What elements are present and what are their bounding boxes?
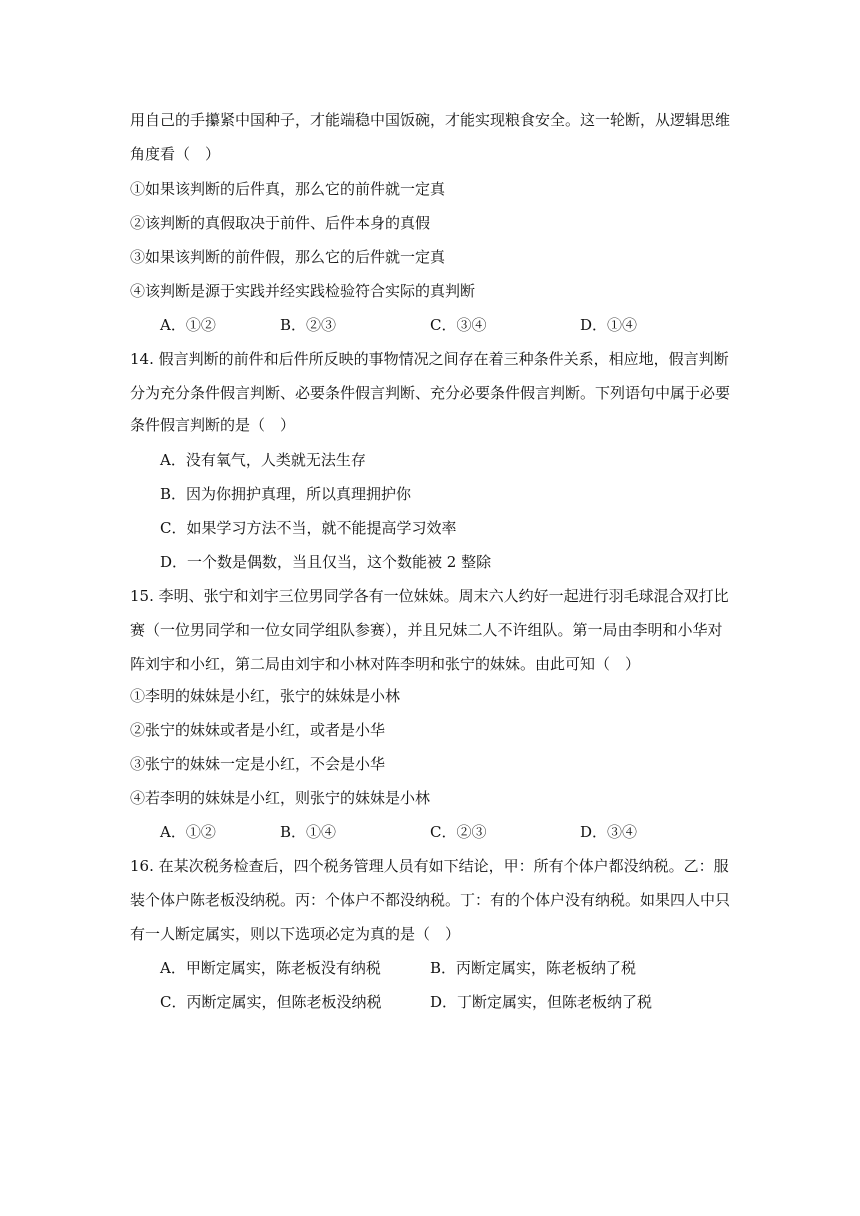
q16-option-a: A．甲断定属实，陈老板没有纳税 <box>160 959 381 977</box>
q15-stem-line-2: 赛（一位男同学和一位女同学组队参赛），并且兄妹二人不许组队。第一局由李明和小华对 <box>130 621 723 639</box>
q14-stem-line-3: 条件假言判断的是（ ） <box>130 416 296 434</box>
q14-stem-line-2: 分为充分条件假言判断、必要条件假言判断、充分必要条件假言判断。下列语句中属于必要 <box>130 384 731 402</box>
q13-statement-3: ③如果该判断的前件假，那么它的后件就一定真 <box>130 248 446 266</box>
q15-option-b: B．①④ <box>280 823 337 841</box>
q14-option-d: D．一个数是偶数，当且仅当，这个数能被 2 整除 <box>160 553 492 571</box>
q14-option-b: B．因为你拥护真理，所以真理拥护你 <box>160 485 412 503</box>
q13-statement-4: ④该判断是源于实践并经实践检验符合实际的真判断 <box>130 282 476 300</box>
q14-option-c: C．如果学习方法不当，就不能提高学习效率 <box>160 519 457 537</box>
q15-stem-line-1: 15. 李明、张宁和刘宇三位男同学各有一位妹妹。周末六人约好一起进行羽毛球混合双打比 <box>130 587 729 605</box>
q13-option-c: C．③④ <box>430 316 487 334</box>
q13-stem-line-1: 用自己的手攥紧中国种子，才能端稳中国饭碗，才能实现粮食安全。这一轮断，从逻辑思维 <box>130 111 731 129</box>
q15-statement-2: ②张宁的妹妹或者是小红，或者是小华 <box>130 721 386 739</box>
q16-stem-line-2: 装个体户陈老板没纳税。丙：个体户不都没纳税。丁：有的个体户没有纳税。如果四人中只 <box>130 891 731 909</box>
q13-statement-2: ②该判断的真假取决于前件、后件本身的真假 <box>130 214 431 232</box>
q16-option-b: B．丙断定属实，陈老板纳了税 <box>430 959 637 977</box>
q13-stem-line-2: 角度看（ ） <box>130 145 221 163</box>
q15-statement-4: ④若李明的妹妹是小红，则张宁的妹妹是小林 <box>130 789 431 807</box>
q15-stem-line-3: 阵刘宇和小红，第二局由刘宇和小林对阵李明和张宁的妹妹。由此可知（ ） <box>130 655 641 673</box>
q16-stem-line-3: 有一人断定属实，则以下选项必定为真的是（ ） <box>130 925 461 943</box>
q14-option-a: A．没有氧气，人类就无法生存 <box>160 451 366 469</box>
q15-option-c: C．②③ <box>430 823 487 841</box>
q13-statement-1: ①如果该判断的后件真，那么它的前件就一定真 <box>130 180 446 198</box>
q13-option-a: A．①② <box>160 316 216 334</box>
q15-statement-3: ③张宁的妹妹一定是小红，不会是小华 <box>130 755 386 773</box>
q15-option-a: A．①② <box>160 823 216 841</box>
q14-stem-line-1: 14. 假言判断的前件和后件所反映的事物情况之间存在着三种条件关系，相应地，假言判断 <box>130 350 729 368</box>
q16-stem-line-1: 16. 在某次税务检查后，四个税务管理人员有如下结论，甲：所有个体户都没纳税。乙：服 <box>130 857 729 875</box>
q16-option-d: D．丁断定属实，但陈老板纳了税 <box>430 993 653 1011</box>
q16-option-c: C．丙断定属实，但陈老板没纳税 <box>160 993 382 1011</box>
q13-option-d: D．①④ <box>580 316 638 334</box>
q13-option-b: B．②③ <box>280 316 337 334</box>
q15-statement-1: ①李明的妹妹是小红，张宁的妹妹是小林 <box>130 687 401 705</box>
q15-option-d: D．③④ <box>580 823 638 841</box>
